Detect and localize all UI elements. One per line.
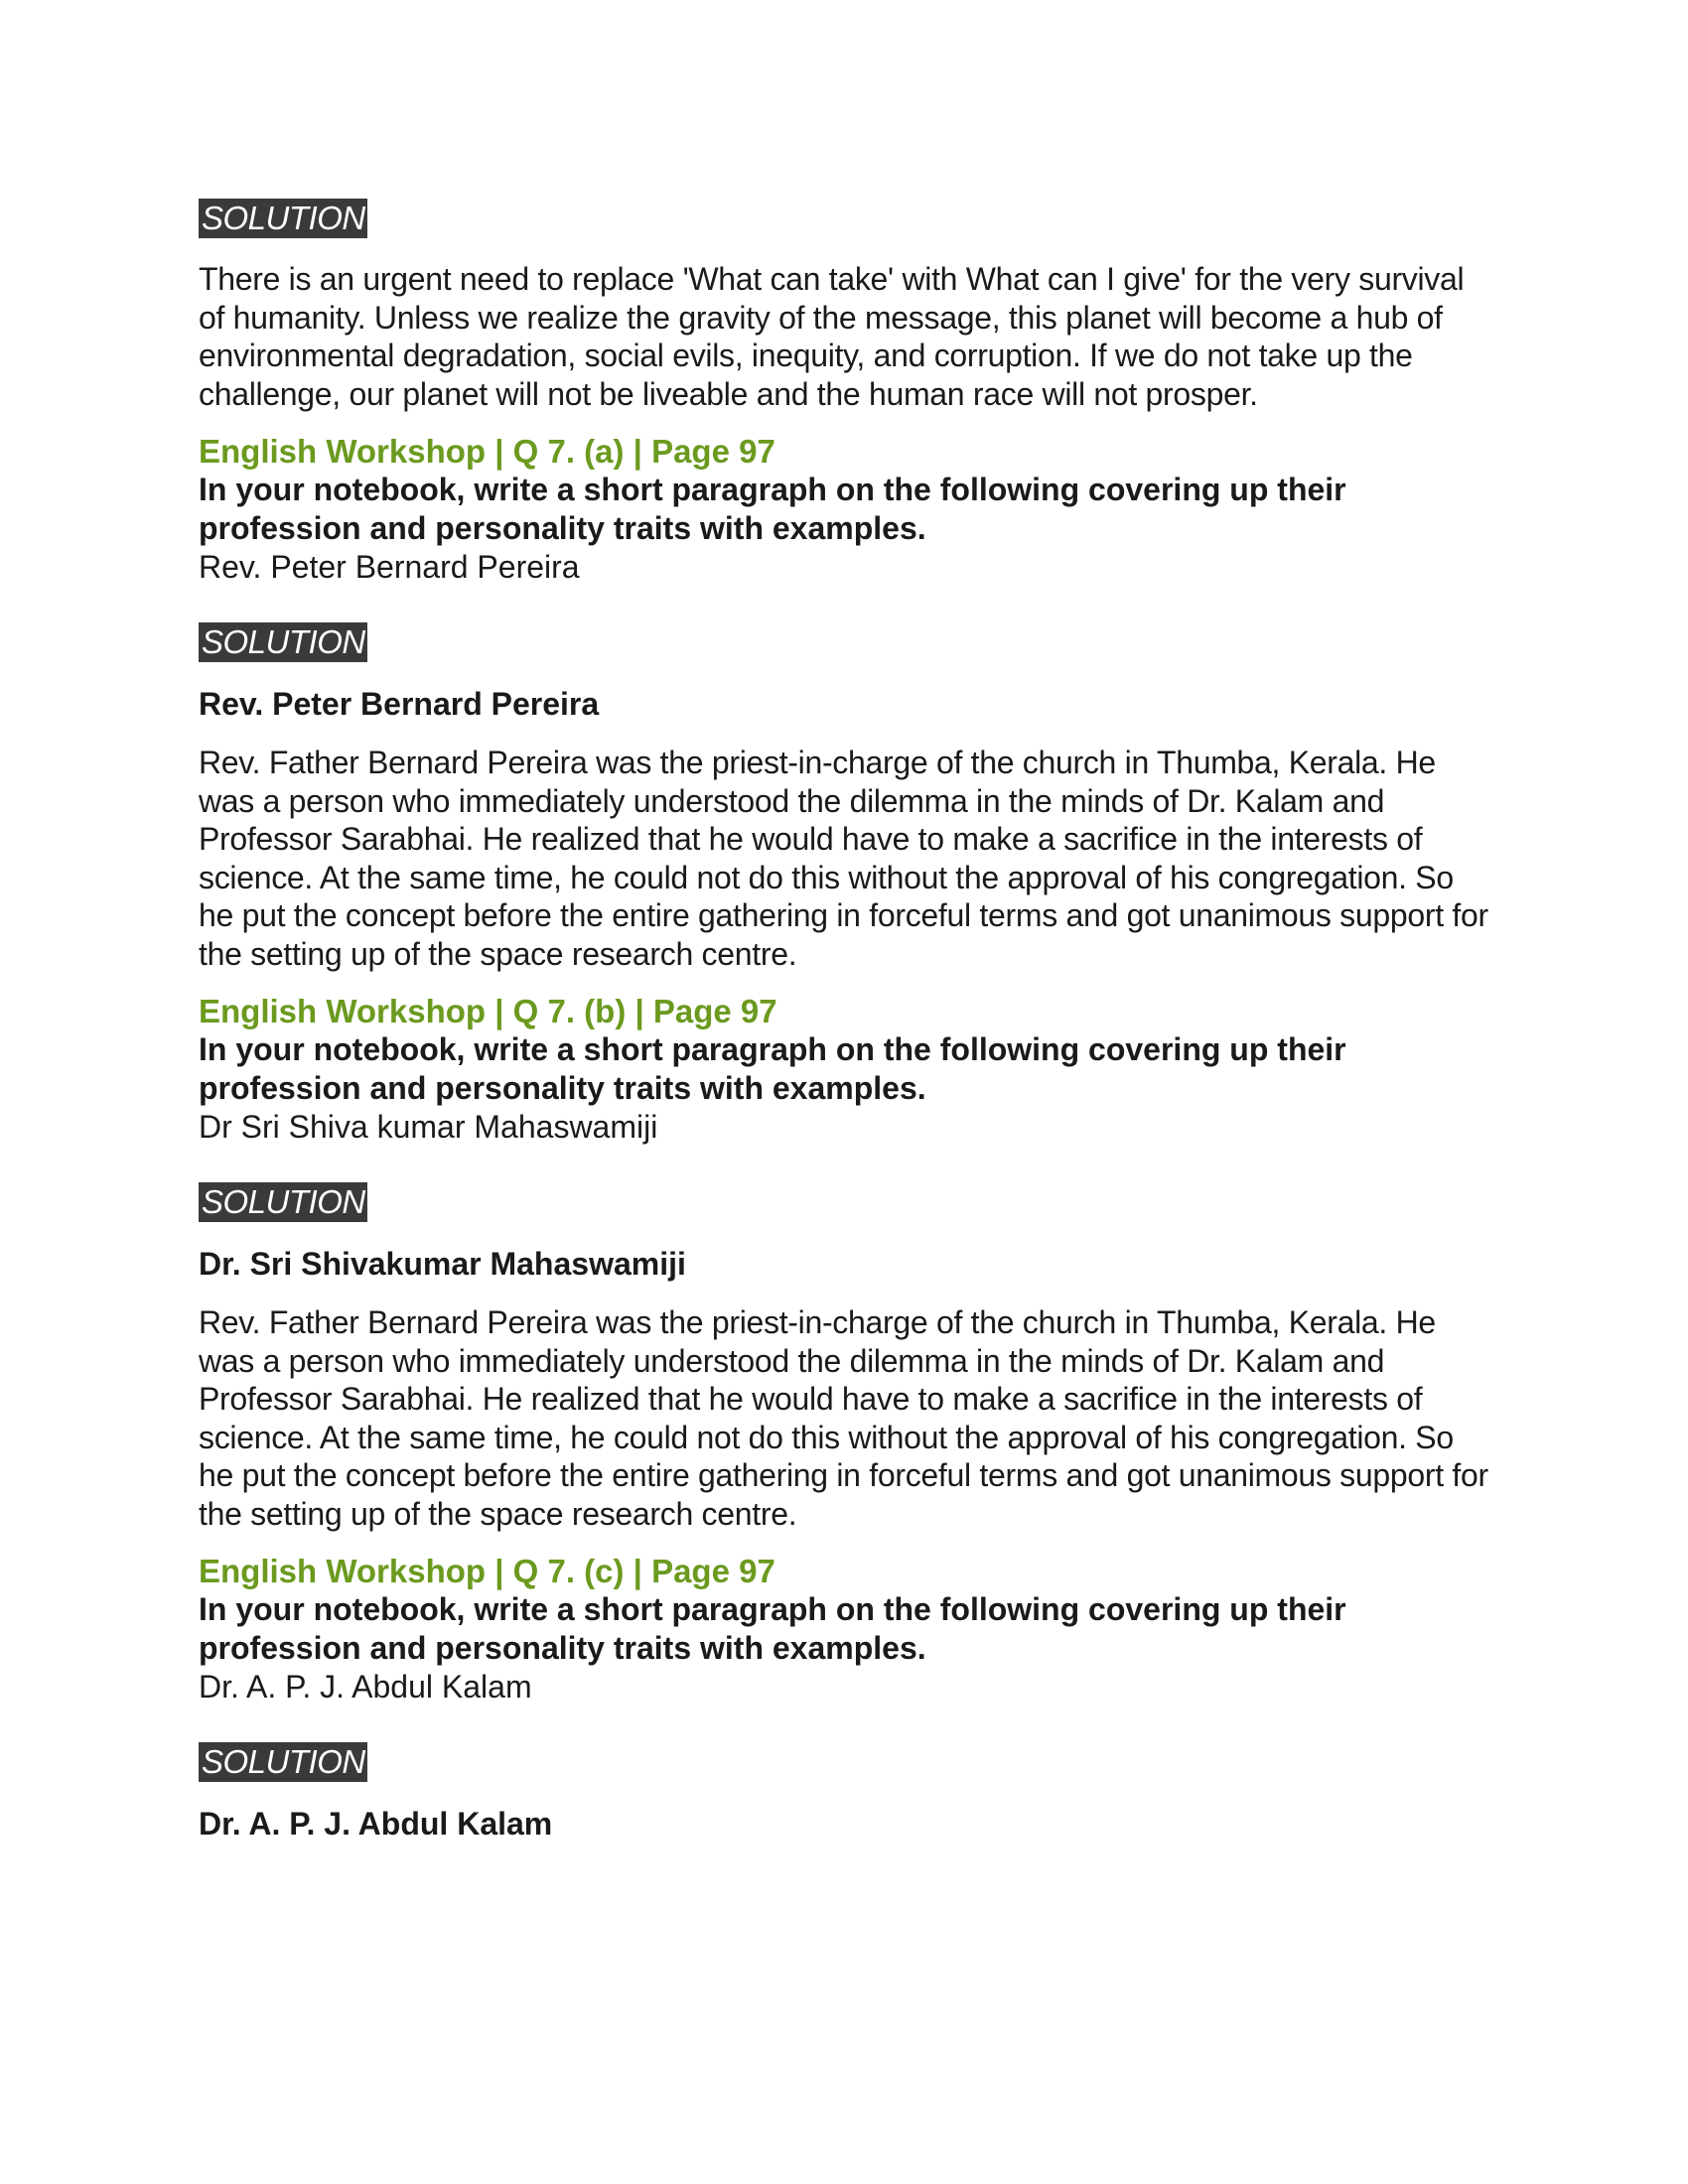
question-heading: English Workshop | Q 7. (a) | Page 97 (199, 433, 775, 470)
question-prompt: In your notebook, write a short paragraph on the following covering up their profession and personality traits with examples. (199, 1591, 1346, 1666)
question-subject: Rev. Peter Bernard Pereira (199, 549, 580, 585)
question-prompt: In your notebook, write a short paragraph on the following covering up their profession and personality traits with examples. (199, 1031, 1346, 1106)
solution-answer: Rev. Father Bernard Pereira was the priest-in-charge of the church in Thumba, Kerala. He was a person who immediately understood the dilemma in the minds of Dr. Kalam and Professor Sarabhai. He realized that he would have to make a sacrifice in the interests of science. At the same time, he could not do this without the approval of his congregation. So he put the concept before the entire gathering in forceful terms and got unanimous support for the setting up of the space research centre. (199, 1304, 1488, 1532)
solution-title: Dr. A. P. J. Abdul Kalam (199, 1806, 553, 1842)
solution-title: Dr. Sri Shivakumar Mahaswamiji (199, 1246, 686, 1282)
document-page (199, 199, 1489, 1843)
solution-label: SOLUTION (199, 622, 367, 662)
question-heading: English Workshop | Q 7. (c) | Page 97 (199, 1553, 775, 1589)
solution-label: SOLUTION (199, 1742, 367, 1782)
question-heading: English Workshop | Q 7. (b) | Page 97 (199, 993, 777, 1029)
solution-answer: Rev. Father Bernard Pereira was the priest-in-charge of the church in Thumba, Kerala. He was a person who immediately understood the dilemma in the minds of Dr. Kalam and Professor Sarabhai. He realized that he would have to make a sacrifice in the interests of science. At the same time, he could not do this without the approval of his congregation. So he put the concept before the entire gathering in forceful terms and got unanimous support for the setting up of the space research centre. (199, 745, 1488, 972)
solution-answer: There is an urgent need to replace 'What can take' with What can I give' for the very survival of humanity. Unless we realize the gravity of the message, this planet will become a hub of environmental degradation, social evils, inequity, and corruption. If we do not take up the challenge, our planet will not be liveable and the human race will not prosper. (199, 261, 1465, 412)
solution-label: SOLUTION (199, 1182, 367, 1222)
solution-title: Rev. Peter Bernard Pereira (199, 686, 600, 722)
question-subject: Dr. A. P. J. Abdul Kalam (199, 1669, 532, 1705)
solution-label: SOLUTION (199, 199, 367, 238)
question-subject: Dr Sri Shiva kumar Mahaswamiji (199, 1109, 658, 1145)
question-prompt: In your notebook, write a short paragraph on the following covering up their profession and personality traits with examples. (199, 472, 1346, 546)
